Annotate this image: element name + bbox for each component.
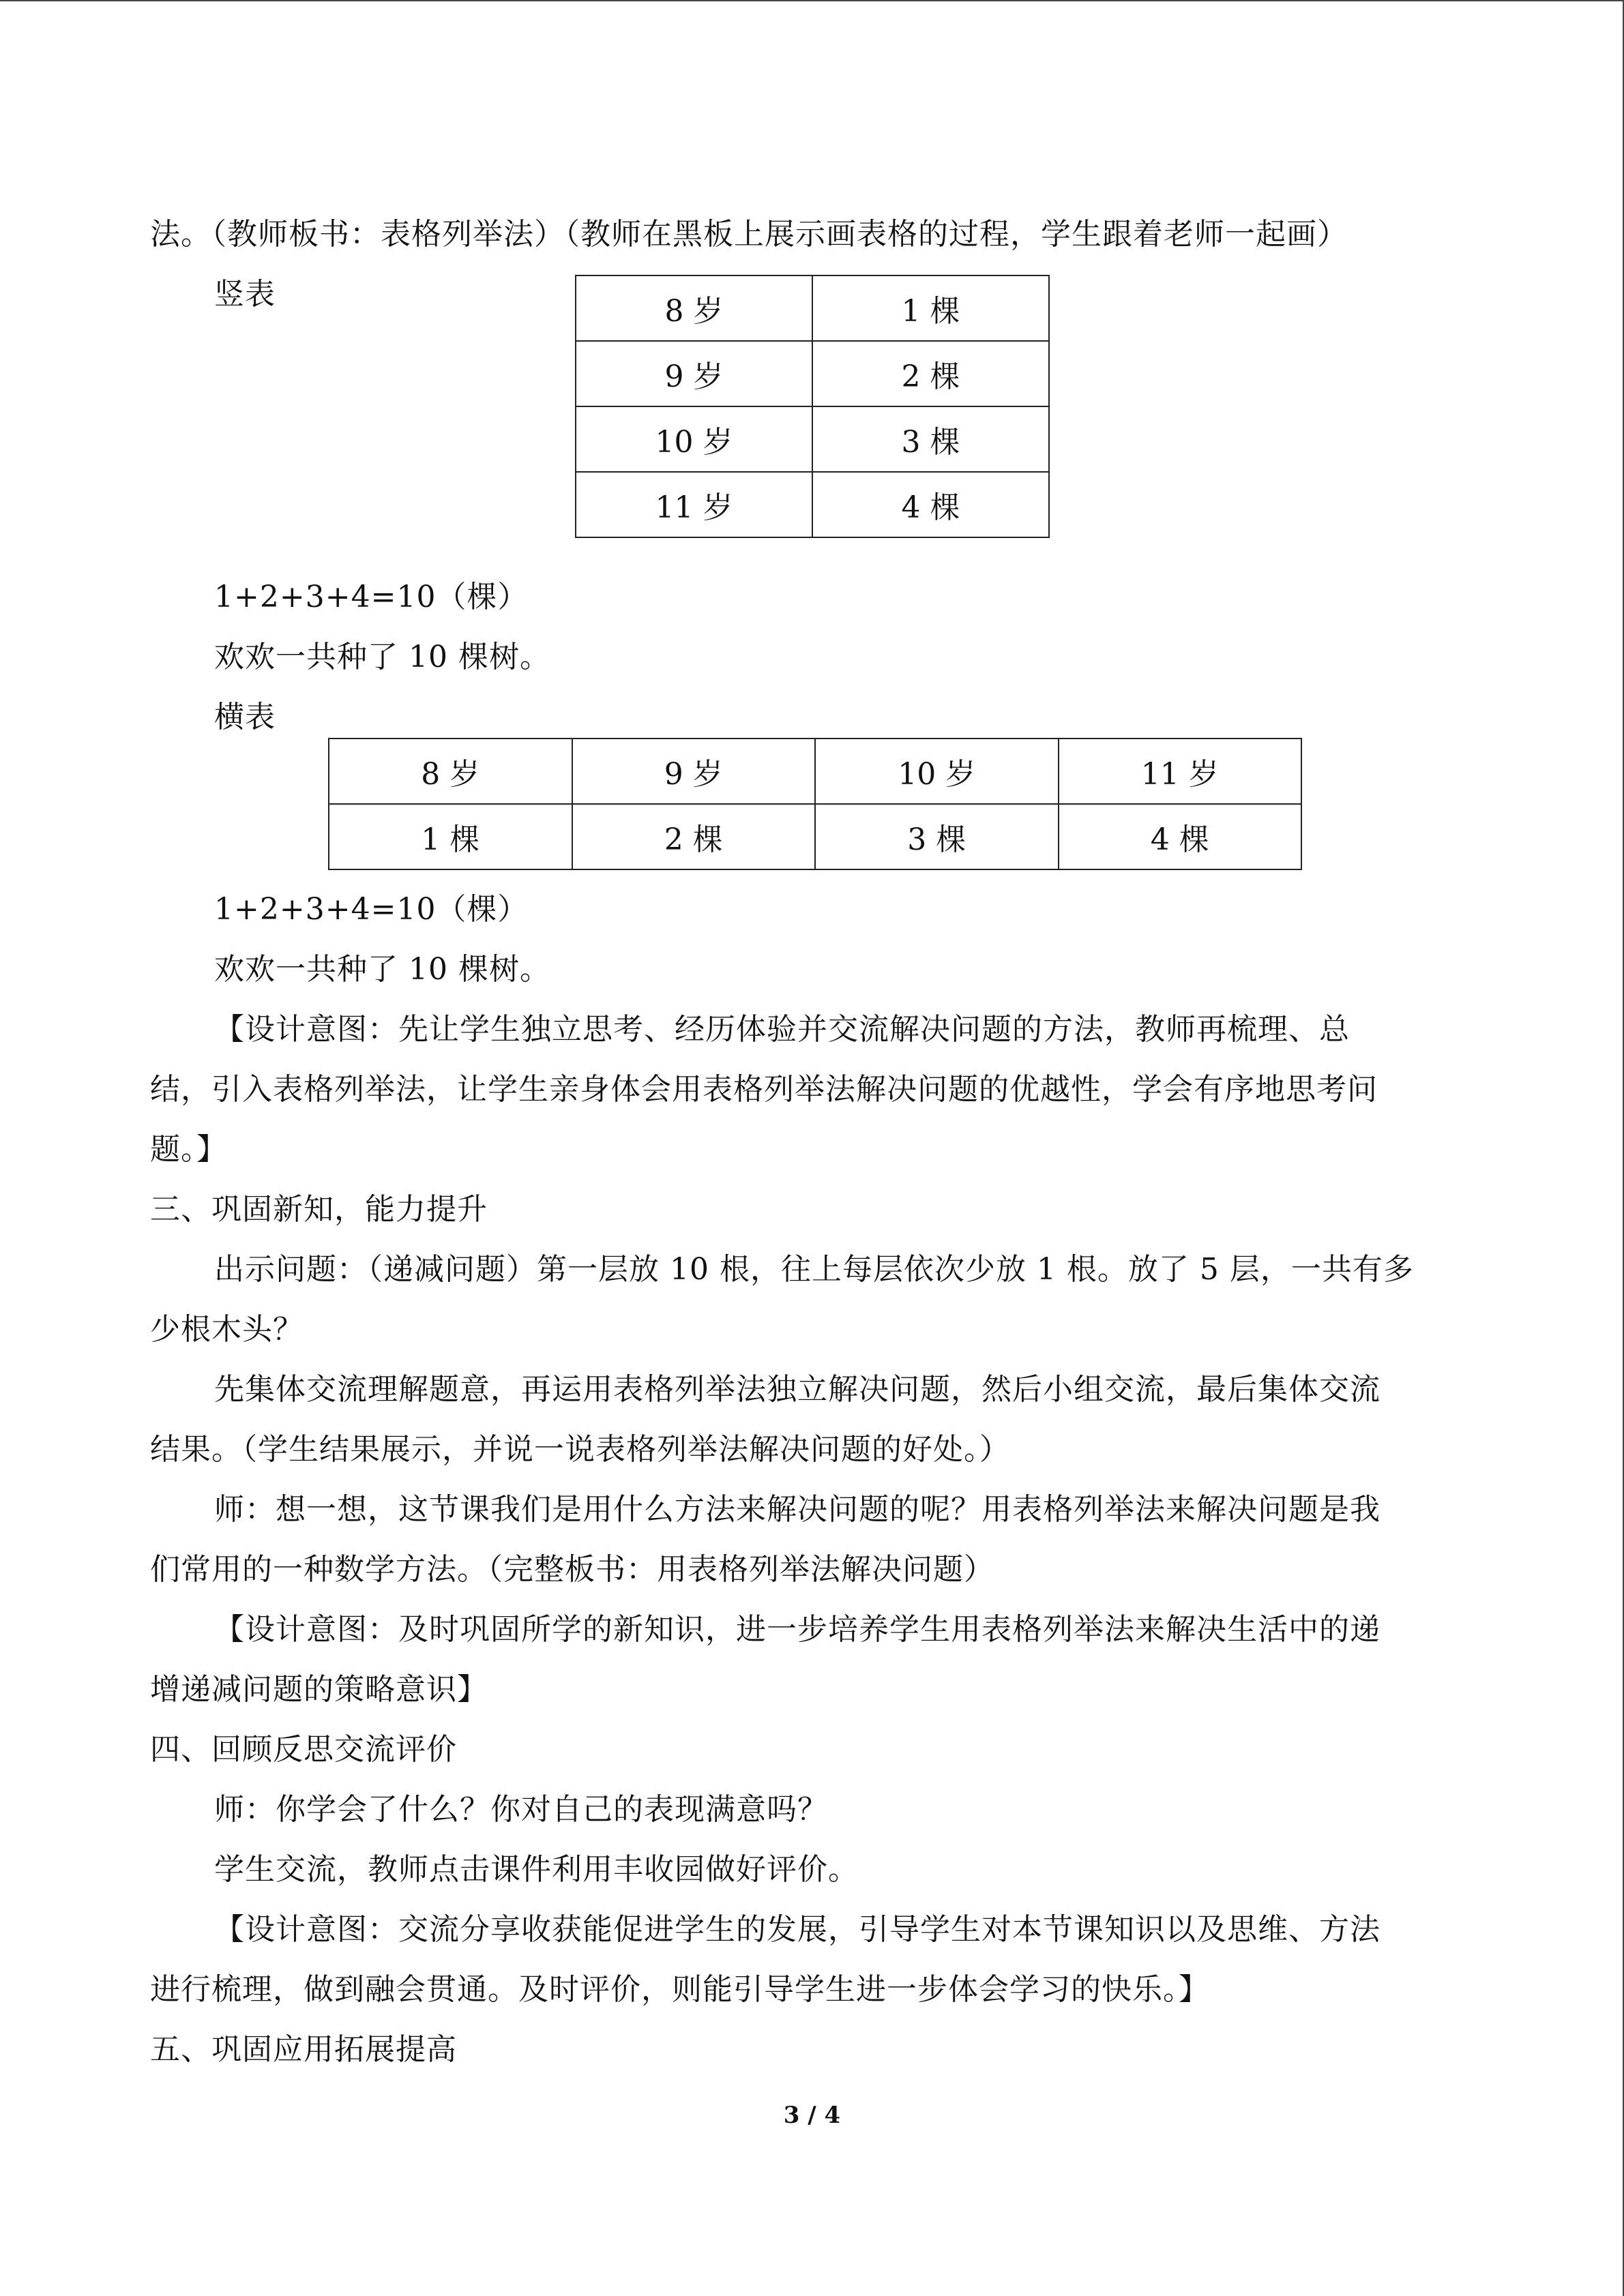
section-heading: 四、回顾反思交流评价 xyxy=(150,1732,457,1767)
table-row xyxy=(329,804,1301,869)
horizontal-table-label: 横表 xyxy=(214,700,276,734)
table-cell: 11 岁 xyxy=(1059,739,1302,804)
design-intent-paragraph: 结，引入表格列举法，让学生亲身体会用表格列举法解决问题的优越性，学会有序地思考问 xyxy=(150,1072,1378,1107)
table-cell: 2 棵 xyxy=(812,341,1049,406)
table-row xyxy=(576,275,1049,341)
answer: 欢欢一共种了 10 棵树。 xyxy=(214,640,550,674)
table-cell: 8 岁 xyxy=(576,275,812,341)
table-cell: 4 棵 xyxy=(812,472,1049,537)
design-intent-paragraph: 【设计意图：及时巩固所学的新知识，进一步培养学生用表格列举法来解决生活中的递 xyxy=(214,1612,1381,1647)
equation: 1+2+3+4=10（棵） xyxy=(214,892,529,927)
paragraph: 学生交流，教师点击课件利用丰收园做好评价。 xyxy=(214,1852,859,1887)
paragraph: 少根木头？ xyxy=(150,1312,304,1347)
table-cell: 9 岁 xyxy=(572,739,816,804)
horizontal-table xyxy=(328,738,1302,870)
table-row xyxy=(576,472,1049,537)
table-cell: 2 棵 xyxy=(572,804,816,869)
design-intent-paragraph: 增递减问题的策略意识】 xyxy=(150,1672,488,1707)
table-cell: 3 棵 xyxy=(815,804,1059,869)
table-cell: 10 岁 xyxy=(576,406,812,472)
table-cell: 8 岁 xyxy=(329,739,572,804)
table-row xyxy=(576,341,1049,406)
paragraph: 师：你学会了什么？你对自己的表现满意吗？ xyxy=(214,1792,828,1827)
page-number: 3 / 4 xyxy=(783,2102,841,2129)
table-cell: 4 棵 xyxy=(1059,804,1302,869)
table-cell: 11 岁 xyxy=(576,472,812,537)
table-cell: 10 岁 xyxy=(815,739,1059,804)
design-intent-paragraph: 【设计意图：先让学生独立思考、经历体验并交流解决问题的方法，教师再梳理、总 xyxy=(214,1012,1350,1047)
answer: 欢欢一共种了 10 棵树。 xyxy=(214,952,550,987)
table-cell: 3 棵 xyxy=(812,406,1049,472)
vertical-table-label: 竖表 xyxy=(214,277,276,312)
vertical-table xyxy=(575,275,1050,538)
paragraph: 出示问题：（递减问题）第一层放 10 根，往上每层依次少放 1 根。放了 5 层，一共有多 xyxy=(214,1252,1414,1287)
paragraph: 结果。（学生结果展示，并说一说表格列举法解决问题的好处。） xyxy=(150,1432,1010,1467)
table-cell: 1 棵 xyxy=(329,804,572,869)
paragraph: 先集体交流理解题意，再运用表格列举法独立解决问题，然后小组交流，最后集体交流 xyxy=(214,1372,1381,1407)
paragraph: 们常用的一种数学方法。（完整板书：用表格列举法解决问题） xyxy=(150,1552,994,1587)
equation: 1+2+3+4=10（棵） xyxy=(214,580,529,614)
paragraph-continuation: 法。（教师板书：表格列举法）（教师在黑板上展示画表格的过程，学生跟着老师一起画） xyxy=(150,217,1348,252)
design-intent-paragraph: 【设计意图：交流分享收获能促进学生的发展，引导学生对本节课知识以及思维、方法 xyxy=(214,1912,1381,1947)
paragraph: 师：想一想，这节课我们是用什么方法来解决问题的呢？用表格列举法来解决问题是我 xyxy=(214,1492,1381,1527)
design-intent-paragraph: 进行梳理，做到融会贯通。及时评价，则能引导学生进一步体会学习的快乐。】 xyxy=(150,1972,1209,2007)
table-row xyxy=(329,739,1301,804)
section-heading: 五、巩固应用拓展提高 xyxy=(150,2032,457,2067)
table-row xyxy=(576,406,1049,472)
design-intent-paragraph: 题。】 xyxy=(150,1132,227,1167)
section-heading: 三、巩固新知，能力提升 xyxy=(150,1192,488,1227)
table-cell: 9 岁 xyxy=(576,341,812,406)
table-cell: 1 棵 xyxy=(812,275,1049,341)
